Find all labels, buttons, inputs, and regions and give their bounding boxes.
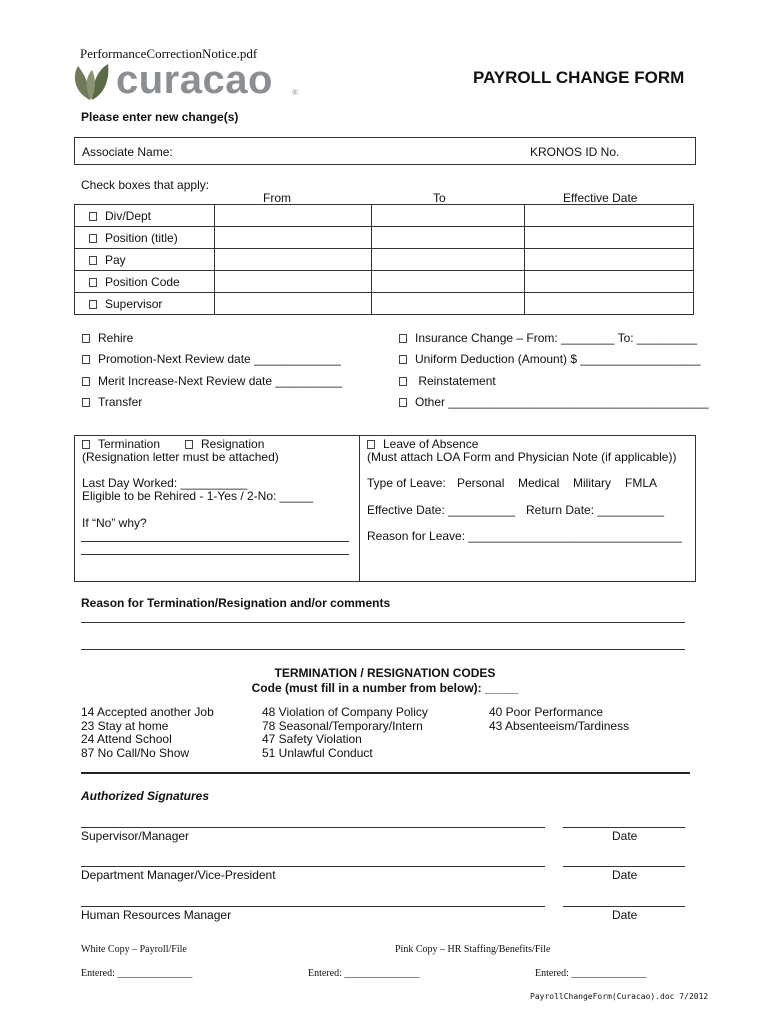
resignation-label: Resignation (201, 437, 265, 451)
leave-type-label: Type of Leave: (367, 476, 446, 490)
table-row (75, 271, 694, 293)
checkbox[interactable] (82, 377, 90, 386)
leave-return-field[interactable]: Return Date: __________ (526, 503, 665, 517)
date-line[interactable] (563, 827, 685, 828)
effective-cell[interactable] (525, 249, 694, 271)
to-cell[interactable] (372, 205, 525, 227)
codes-column-3 (489, 706, 629, 733)
code-item: 48 Violation of Company Policy (262, 705, 428, 719)
checkbox[interactable] (185, 440, 193, 449)
kronos-id-label: KRONOS ID No. (530, 145, 620, 159)
signature-role: Human Resources Manager (81, 908, 232, 922)
from-cell[interactable] (215, 205, 372, 227)
checkbox[interactable] (82, 334, 90, 343)
document-id: PayrollChangeForm(Curacao).doc 7/2012 (530, 992, 709, 1001)
code-item: 40 Poor Performance (489, 705, 604, 719)
row-label: Position (title) (105, 230, 178, 245)
codes-column-1 (81, 706, 214, 760)
signature-line[interactable] (81, 866, 545, 867)
option-other (399, 395, 709, 409)
code-item: 78 Seasonal/Temporary/Intern (262, 718, 423, 733)
option-label: Other _______________________________________ (415, 395, 709, 409)
row-label: Pay (105, 252, 126, 267)
option-uniform (399, 352, 701, 366)
leave-label: Leave of Absence (383, 437, 479, 451)
checkbox[interactable] (89, 212, 97, 221)
termination-option (82, 437, 160, 451)
comments-line[interactable] (81, 622, 685, 623)
entered-field[interactable]: Entered: _______________ (308, 968, 420, 979)
checkbox[interactable] (399, 398, 407, 407)
to-cell[interactable] (372, 293, 525, 315)
checkbox[interactable] (367, 440, 375, 449)
resignation-option (185, 437, 264, 451)
from-cell[interactable] (215, 293, 372, 315)
option-insurance (399, 331, 697, 345)
section-divider (81, 772, 690, 774)
option-reinstatement (399, 374, 496, 388)
to-cell[interactable] (372, 271, 525, 293)
effective-cell[interactable] (525, 227, 694, 249)
from-cell[interactable] (215, 227, 372, 249)
entered-field[interactable]: Entered: _______________ (81, 968, 193, 979)
option-promotion (82, 352, 341, 366)
last-day-field[interactable]: Last Day Worked: __________ (82, 476, 248, 490)
divider (359, 436, 360, 581)
option-merit (82, 374, 342, 388)
row-label: Div/Dept (105, 208, 152, 223)
code-item: 23 Stay at home (81, 718, 169, 733)
leave-effective-field[interactable]: Effective Date: __________ (367, 503, 515, 517)
checkbox[interactable] (399, 355, 407, 364)
termination-leave-box (74, 435, 696, 582)
associate-box (74, 137, 696, 165)
effective-cell[interactable] (525, 293, 694, 315)
checkbox[interactable] (89, 256, 97, 265)
effective-cell[interactable] (525, 271, 694, 293)
code-item: 14 Accepted another Job (81, 705, 214, 719)
from-cell[interactable] (215, 271, 372, 293)
option-label: Uniform Deduction (Amount) $ __________________ (415, 352, 701, 366)
checkbox[interactable] (399, 334, 407, 343)
company-logo (70, 58, 302, 104)
table-row (75, 227, 694, 249)
rehire-eligible-field[interactable]: Eligible to be Rehired - 1-Yes / 2-No: _____ (82, 489, 314, 503)
instruction-text: Please enter new change(s) (81, 110, 239, 124)
code-item: 24 Attend School (81, 732, 172, 746)
checkbox[interactable] (82, 440, 90, 449)
checkbox[interactable] (89, 300, 97, 309)
logo-wordmark: curacao (116, 58, 273, 102)
leave-type-military[interactable]: Military (573, 476, 611, 490)
if-no-why-label: If “No” why? (82, 516, 147, 530)
checkbox[interactable] (82, 398, 90, 407)
signature-line[interactable] (81, 906, 545, 907)
table-row (75, 249, 694, 271)
leave-type-fmla[interactable]: FMLA (625, 476, 658, 490)
col-from-header: From (263, 191, 291, 205)
code-item: 43 Absenteeism/Tardiness (489, 718, 630, 733)
row-label: Supervisor (105, 296, 163, 311)
option-label: Insurance Change – From: ________ To: _________ (415, 331, 697, 345)
leave-note: (Must attach LOA Form and Physician Note (if applicable)) (367, 450, 677, 464)
signature-line[interactable] (81, 827, 545, 828)
form-title: PAYROLL CHANGE FORM (473, 68, 685, 87)
leave-option (367, 437, 478, 451)
white-copy-label: White Copy – Payroll/File (81, 944, 187, 955)
document-filename: PerformanceCorrectionNotice.pdf (80, 46, 258, 61)
entered-field[interactable]: Entered: _______________ (535, 968, 647, 979)
leave-type-personal[interactable]: Personal (457, 476, 505, 490)
comments-label: Reason for Termination/Resignation and/or comments (81, 596, 391, 610)
checkbox[interactable] (89, 278, 97, 287)
option-label: Transfer (98, 395, 143, 409)
codes-title: TERMINATION / RESIGNATION CODES (274, 666, 496, 680)
row-label: Position Code (105, 274, 180, 289)
leaf-logo-icon (70, 62, 112, 104)
checkbox[interactable] (82, 355, 90, 364)
checkbox[interactable] (399, 377, 407, 386)
table-row (75, 205, 694, 227)
why-line[interactable] (81, 541, 349, 542)
table-row (75, 293, 694, 315)
checkbox[interactable] (89, 234, 97, 243)
check-intro: Check boxes that apply: (81, 178, 210, 192)
signatures-title: Authorized Signatures (81, 789, 210, 803)
associate-name-label: Associate Name: (82, 145, 173, 159)
code-item: 47 Safety Violation (262, 732, 362, 746)
option-label: Reinstatement (415, 374, 496, 388)
why-line[interactable] (81, 554, 349, 555)
option-transfer (82, 395, 142, 409)
col-to-header: To (433, 191, 446, 205)
to-cell[interactable] (372, 249, 525, 271)
signature-role: Supervisor/Manager (81, 829, 190, 843)
change-table (74, 204, 694, 315)
option-label: Merit Increase-Next Review date __________ (98, 374, 343, 388)
pink-copy-label: Pink Copy – HR Staffing/Benefits/File (395, 944, 551, 955)
registered-mark: ® (292, 88, 298, 97)
effective-cell[interactable] (525, 205, 694, 227)
col-effective-header: Effective Date (563, 191, 638, 205)
date-line[interactable] (563, 866, 685, 867)
leave-reason-field[interactable]: Reason for Leave: ________________________________ (367, 529, 682, 543)
codes-subtitle: Code (must fill in a number from below): _____ (251, 681, 519, 695)
resignation-note: (Resignation letter must be attached) (82, 450, 279, 464)
date-label: Date (612, 829, 638, 843)
signature-role: Department Manager/Vice-President (81, 868, 276, 882)
date-line[interactable] (563, 906, 685, 907)
to-cell[interactable] (372, 227, 525, 249)
leave-type-medical[interactable]: Medical (518, 476, 560, 490)
codes-column-2 (262, 706, 428, 760)
termination-label: Termination (98, 437, 161, 451)
date-label: Date (612, 868, 638, 882)
from-cell[interactable] (215, 249, 372, 271)
date-label: Date (612, 908, 638, 922)
code-item: 51 Unlawful Conduct (262, 745, 373, 760)
option-label: Promotion-Next Review date _____________ (98, 352, 341, 366)
option-rehire (82, 331, 133, 345)
option-label: Rehire (98, 331, 134, 345)
comments-line[interactable] (81, 649, 685, 650)
code-item: 87 No Call/No Show (81, 745, 190, 760)
